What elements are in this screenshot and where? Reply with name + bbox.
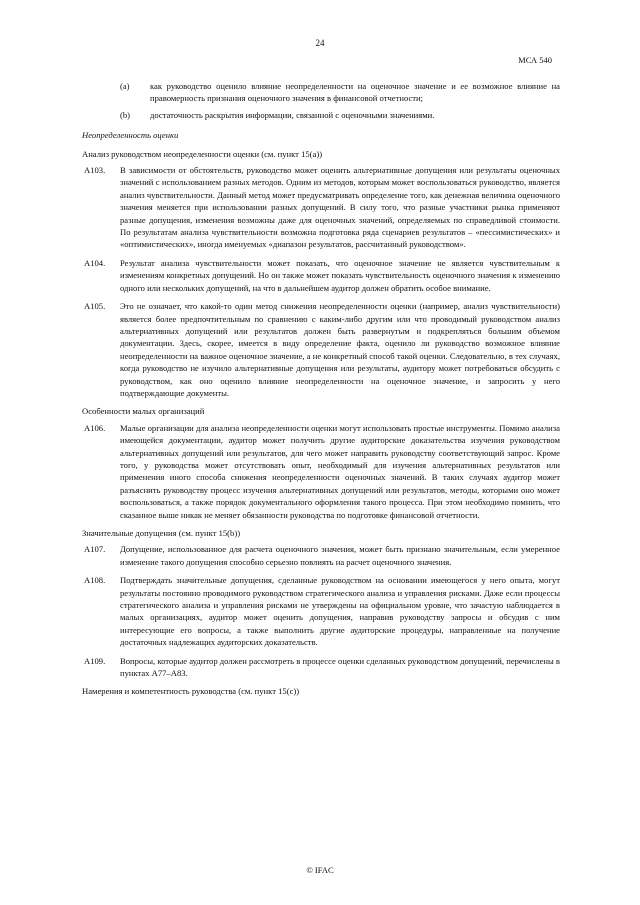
subheading: Значительные допущения (см. пункт 15(b)) (82, 528, 241, 538)
paragraph (82, 257, 560, 294)
paragraph-number: A106. (84, 422, 106, 433)
list-text: как руководство оценило влияние неопределенности на оценочное значение и ее возможное влияние на правомерность признания оценочного значения в финансовой отчетности; (150, 81, 560, 104)
document-body (82, 80, 560, 702)
paragraph-number: A103. (84, 165, 106, 176)
section-heading: Неопределенность оценки (82, 130, 179, 141)
paragraph-text: Результат анализа чувствительности может показать, что оценочное значение не является чувствительным к изменениям конкретных допущений. Но он также может показать чувствительность оценочного значения к изменению одного или нескольких допущений, на что в дальнейшем аудитор должен обратить особое внимание. (120, 257, 560, 293)
paragraph-number: A108. (84, 575, 106, 586)
paragraph (82, 574, 560, 648)
paragraph-number: A107. (84, 544, 106, 555)
paragraph (82, 422, 560, 521)
paragraph-text: В зависимости от обстоятельств, руководство может оценить альтернативные допущения или результаты оценочных значений с использованием разных методов. Одним из методов, которым может воспользоваться руководство, является анализ чувствительности. Данный метод может предусматривать определение того, как денежная величина оценочного значения меняется при использовании разных допущений. В силу того, что разные участники рынка применяют разные допущения, изменения возможны даже для оценочных значений, определяемых по справедливой стоимости. По результатам анализа чувствительности возможна подготовка ряда сценариев результатов – «пессимистических» и «оптимистических», иногда именуемых «диапазон результатов, рассчитанный руководством». (120, 165, 560, 250)
paragraph (82, 300, 560, 399)
paragraph-number: A109. (84, 655, 106, 666)
paragraph-text: Вопросы, которые аудитор должен рассмотреть в процессе оценки сделанных руководством допущений, перечислены в пунктах A77–A83. (120, 655, 560, 679)
list-marker: (a) (120, 81, 130, 91)
list-item (82, 109, 560, 121)
subheading: Намерения и компетентность руководства (см. пункт 15(c)) (82, 686, 300, 697)
paragraph-text: Это не означает, что какой-то один метод снижения неопределенности оценки (например, анализ чувствительности) является более предпочтительным по сравнению с каким-либо другим или что проводимый руководством анализ альтернативных допущений или результатов должен быть развернутым и подкрепляться большим объемом документации. Здесь, скорее, имеется в виду определение факта, оценило ли руководство возможное влияние неопределенности на важное оценочное значение, а не конкретный способ такой оценки. Следовательно, в тех случаях, когда руководство не изучило альтернативные допущения или результаты, аудитору может потребоваться обсудить с руководством, как оно оценило влияние неопределенности на оценочное значение, и запросить у него подтверждающие документы. (120, 301, 560, 398)
subheading: Анализ руководством неопределенности оценки (см. пункт 15(a)) (82, 148, 323, 159)
list-marker: (b) (120, 109, 131, 120)
paragraph (82, 655, 560, 680)
list-item (82, 80, 560, 105)
paragraph-text: Допущение, использованное для расчета оценочного значения, может быть признано значительным, если умеренное изменение такого допущения способно серьезно повлиять на расчет оценочного значения. (120, 544, 560, 567)
subheading: Особенности малых организаций (82, 406, 205, 417)
paragraph-number: A105. (84, 301, 106, 312)
paragraph-number: A104. (84, 257, 106, 268)
paragraph (82, 164, 560, 251)
page-number: 24 (315, 38, 325, 48)
paragraph (82, 543, 560, 568)
list-text: достаточность раскрытия информации, связанной с оценочными значениями. (150, 109, 435, 120)
paragraph-text: Малые организации для анализа неопределенности оценки могут использовать простые инструменты. Помимо анализа имеющейся документации, аудитор может получить другие аудиторские доказательства изучения руководством альтернативных допущений или результатов, для чего может направить руководству соответствующий запрос. Кроме того, у руководства может отсутствовать опыт, необходимый для изучения альтернативных результатов или применения иного способа снижения неопределенности оценочных значений. В таких случаях аудитор может разъяснить руководству процесс изучения альтернативных допущений или результатов, методы, которыми оно может воспользоваться, а также порядок документального оформления такого процесса. При этом необходимо помнить, что сказанное выше никак не меняет обязанности руководства по подготовке финансовой отчетности. (120, 422, 560, 520)
paragraph-text: Подтверждать значительные допущения, сделанные руководством на основании имеющегося у него опыта, могут результаты постоянно проводимого руководством стратегического анализа и управления рисками. Даже если процессы стратегического анализа и управления рисками не утверждены на официальном уровне, что зачастую наблюдается в малых организациях, аудитор может оценить допущения, направив руководству запросы и обсудив с ним интересующие его вопросы, а также выполнить другие аудиторские процедуры, направленные на получение достаточных надлежащих аудиторских доказательств. (120, 575, 560, 648)
doc-code: МСА 540 (518, 55, 552, 65)
footer-copyright: © IFAC (306, 865, 334, 875)
